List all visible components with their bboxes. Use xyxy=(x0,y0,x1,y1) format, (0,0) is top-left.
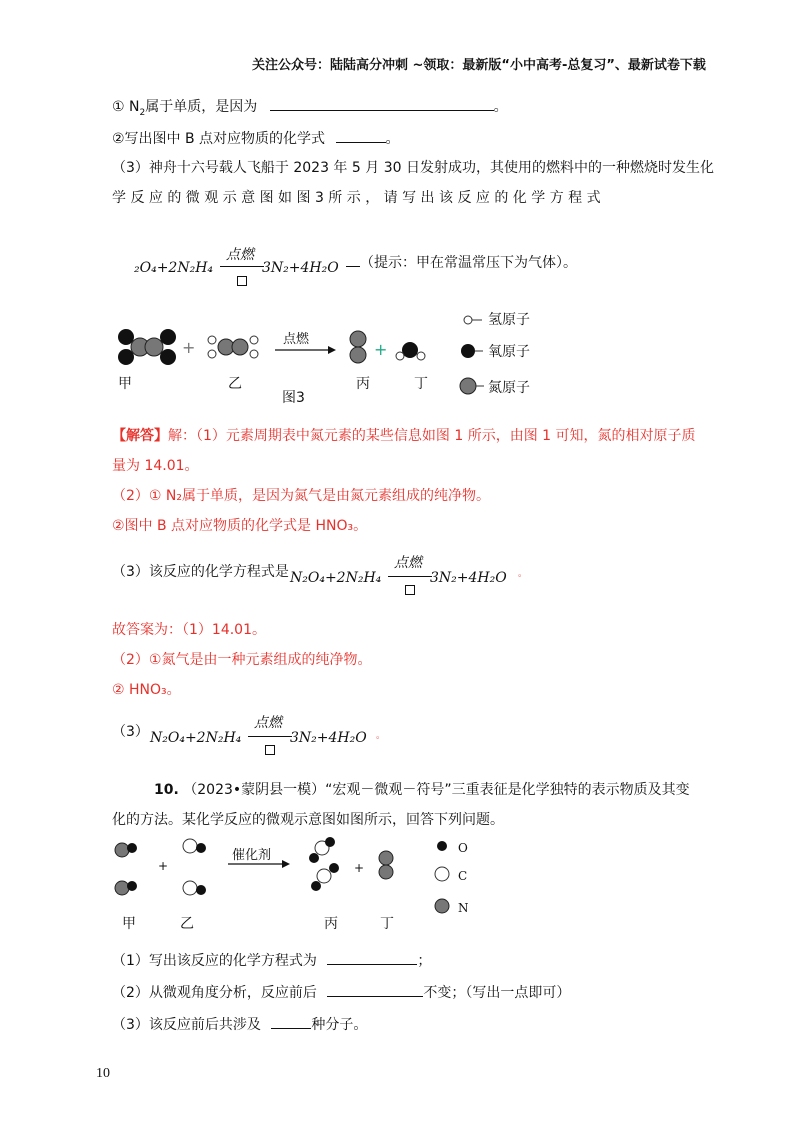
q10-blank-1[interactable] xyxy=(327,950,417,965)
box-glyph-3 xyxy=(265,745,275,755)
label-jia: 甲 xyxy=(118,376,132,392)
molecule-jia xyxy=(115,843,137,895)
q10-line-1: 10. （2023•蒙阴县一模）“宏观－微观－符号”三重表征是化学独特的表示物质及其变 xyxy=(154,782,690,798)
q10-label-yi: 乙 xyxy=(180,916,194,932)
plus-sign: + xyxy=(158,859,169,873)
box-glyph-2 xyxy=(405,585,415,595)
label-ding: 丁 xyxy=(414,376,428,392)
question-line-3a: （3）神舟十六号载人飞船于 2023 年 5 月 30 日发射成功，其使用的燃料中的一种燃烧时发生化 xyxy=(112,160,714,176)
legend xyxy=(460,316,484,394)
condition-label-2: 点燃 xyxy=(394,555,422,571)
q10-arrow-label: 催化剂 xyxy=(232,848,272,863)
figure-q10 xyxy=(110,836,490,916)
molecule-yi xyxy=(208,336,258,358)
period-mark: 。 xyxy=(518,569,528,579)
q10-sub-3: （3）该反应前后共涉及 种分子。 xyxy=(112,1014,367,1035)
answer-line-2: （2）① N₂属于单质，是因为氮气是由氮元素组成的纯净物。 xyxy=(112,488,490,504)
equation-rhs-2: 3N₂+4H₂O xyxy=(430,570,507,586)
q10-blank-2[interactable] xyxy=(327,982,423,997)
page-header: 关注公众号：陆陆高分冲刺 ~领取：最新版“小中高考-总复习”、最新试卷下载 xyxy=(252,58,706,73)
question-line-1: ① $N_2$属于单质，是因为 。 xyxy=(112,96,508,123)
label-yi: 乙 xyxy=(228,376,242,392)
hint-text: （提示：甲在常温常压下为气体）。 xyxy=(346,252,577,273)
answer-line-4: （3）该反应的化学方程式是 xyxy=(112,564,289,580)
q10-legend-o: O xyxy=(458,841,468,855)
q10-blank-3[interactable] xyxy=(271,1014,311,1029)
final-answer-2: （2）①氮气是由一种元素组成的纯净物。 xyxy=(112,652,372,668)
answer-tag: 【解答】 xyxy=(112,428,168,444)
equation-lhs-3: N₂O₄+2N₂H₄ xyxy=(150,730,242,746)
question-line-2: ②写出图中 B 点对应物质的化学式 。 xyxy=(112,128,400,149)
equation-rhs: 3N₂+4H₂O xyxy=(262,260,339,276)
final-answer-3: ② HNO₃。 xyxy=(112,682,181,698)
molecule-jia xyxy=(118,329,176,365)
period-mark: 。 xyxy=(376,731,386,741)
q10-label-bing: 丙 xyxy=(324,916,338,932)
reaction-line-2 xyxy=(388,576,432,577)
equation-rhs-3: 3N₂+4H₂O xyxy=(290,730,367,746)
page-number: 10 xyxy=(96,1066,110,1081)
final-answer-1: 故答案为：（1）14.01。 xyxy=(112,622,266,638)
final-answer-4: （3） xyxy=(112,724,149,740)
q10-sub-2: （2）从微观角度分析，反应前后 不变；（写出一点即可） xyxy=(112,982,570,1003)
reaction-line-3 xyxy=(248,736,292,737)
legend-oxygen: 氧原子 xyxy=(488,344,530,360)
answer-blank-2[interactable] xyxy=(336,128,386,143)
molecule-ding xyxy=(396,342,425,360)
figure-caption: 图3 xyxy=(282,390,305,406)
fig3-arrow-label: 点燃 xyxy=(283,332,310,347)
answer-line-1a: 【解答】解：（1）元素周期表中氮元素的某些信息如图 1 所示，由图 1 可知，氮的相对原子质 xyxy=(112,428,696,444)
reaction-line xyxy=(220,266,264,267)
molecule-yi xyxy=(183,839,206,895)
q10-legend-n: N xyxy=(458,901,469,915)
plus-sign: + xyxy=(182,338,196,357)
condition-label-3: 点燃 xyxy=(254,715,282,731)
molecule-ding xyxy=(379,851,393,879)
equation-lhs-2: N₂O₄+2N₂H₄ xyxy=(290,570,382,586)
legend-nitrogen: 氮原子 xyxy=(488,380,530,396)
condition-label: 点燃 xyxy=(226,247,254,263)
plus-sign: + xyxy=(374,340,388,359)
answer-line-3: ②图中 B 点对应物质的化学式是 HNO₃。 xyxy=(112,518,368,534)
legend xyxy=(435,841,449,913)
q10-legend-c: C xyxy=(458,869,468,883)
molecule-bing xyxy=(350,331,366,363)
q10-label-jia: 甲 xyxy=(122,916,136,932)
label-bing: 丙 xyxy=(356,376,370,392)
legend-hydrogen: 氢原子 xyxy=(488,312,530,328)
box-glyph xyxy=(237,276,247,286)
plus-sign: + xyxy=(354,861,365,875)
question-line-3b: 学 反 应 的 微 观 示 意 图 如 图 3 所 示 ， 请 写 出 该 反 应 的 化 学 方 程 式 xyxy=(112,190,601,206)
molecule-bing xyxy=(309,837,339,891)
answer-line-1b: 量为 14.01。 xyxy=(112,458,199,474)
answer-blank-1[interactable] xyxy=(270,96,494,111)
equation-lhs: ₂O₄+2N₂H₄ xyxy=(134,260,214,276)
q10-line-2: 化的方法。某化学反应的微观示意图如图所示，回答下列问题。 xyxy=(112,812,504,828)
q10-sub-1: （1）写出该反应的化学方程式为 ； xyxy=(112,950,431,971)
q10-label-ding: 丁 xyxy=(380,916,394,932)
